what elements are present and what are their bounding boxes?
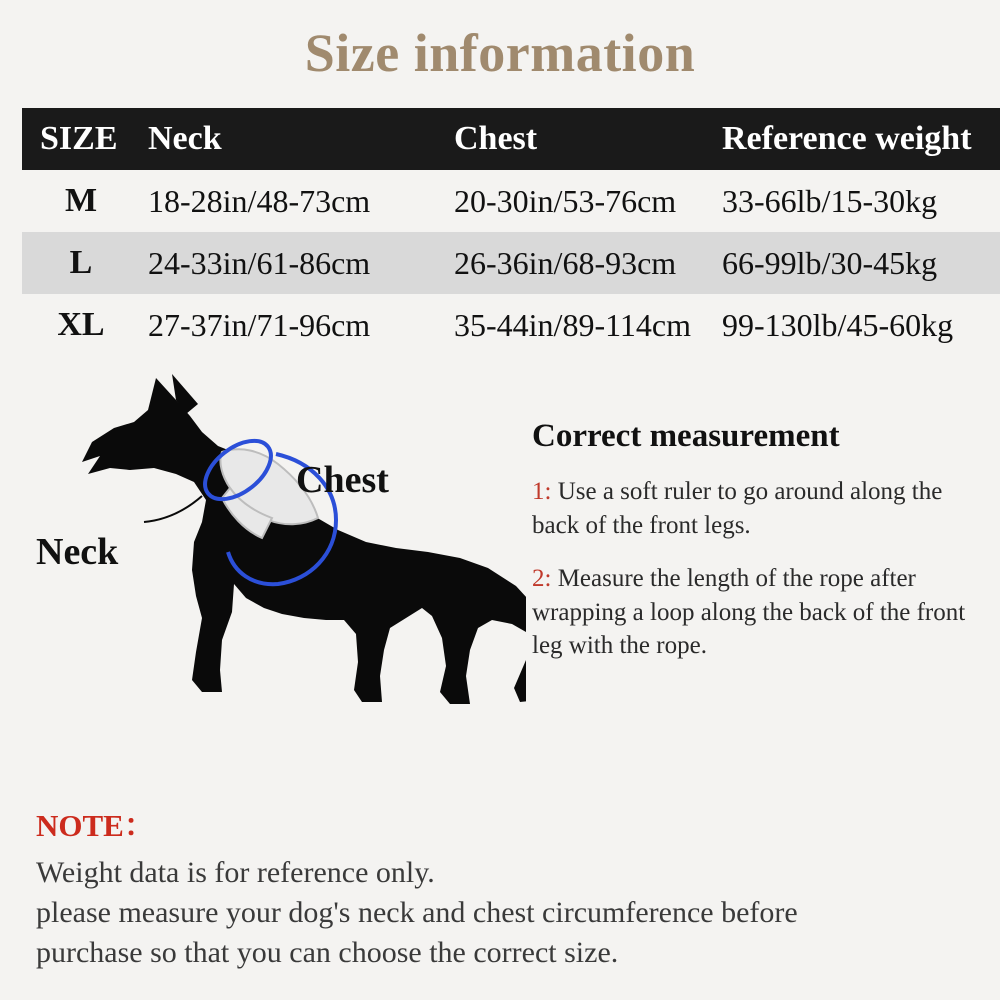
measurement-step: [532, 562, 978, 663]
header-weight: Reference weight: [722, 120, 972, 157]
measurement-step: [532, 475, 978, 542]
correct-measurement-section: [532, 418, 978, 683]
cell-neck: 18-28in/48-73cm: [148, 182, 371, 219]
table-body: [22, 170, 1000, 356]
cell-chest: 35-44in/89-114cm: [454, 306, 691, 343]
step-number: 1:: [532, 478, 552, 505]
note-line: please measure your dog's neck and chest circumference before: [36, 895, 798, 929]
step-text: Measure the length of the rope after wrapping a loop along the back of the front leg with the rope.: [532, 565, 966, 659]
header-neck: Neck: [148, 120, 222, 157]
table-row: [22, 232, 1000, 294]
cell-weight: 33-66lb/15-30kg: [722, 182, 938, 219]
note-section: [36, 800, 976, 973]
cell-weight: 99-130lb/45-60kg: [722, 306, 954, 343]
cell-size: M: [64, 182, 98, 219]
chest-label: Chest: [296, 459, 389, 501]
note-title: NOTE：: [36, 808, 155, 843]
table-header-row: [22, 108, 1000, 170]
size-table: [22, 108, 1000, 356]
note-line: purchase so that you can choose the correct size.: [36, 935, 619, 969]
cell-size: L: [69, 244, 93, 281]
cell-size: XL: [57, 306, 105, 343]
step-text: Use a soft ruler to go around along the back of the front legs.: [532, 478, 943, 539]
header-size: SIZE: [40, 120, 118, 157]
dog-silhouette-icon: [26, 370, 526, 790]
table-row: [22, 170, 1000, 232]
page-title: Size information: [304, 23, 696, 83]
cell-weight: 66-99lb/30-45kg: [722, 244, 938, 281]
cell-neck: 27-37in/71-96cm: [148, 306, 371, 343]
measurement-heading: Correct measurement: [532, 418, 840, 454]
neck-label: Neck: [36, 531, 119, 573]
note-line: Weight data is for reference only.: [36, 856, 435, 889]
table-row: [22, 294, 1000, 356]
header-chest: Chest: [454, 120, 538, 157]
step-number: 2:: [532, 565, 552, 592]
cell-neck: 24-33in/61-86cm: [148, 244, 371, 281]
cell-chest: 20-30in/53-76cm: [454, 182, 677, 219]
dog-measurement-illustration: [26, 370, 526, 790]
cell-chest: 26-36in/68-93cm: [454, 244, 677, 281]
table-header: [22, 108, 1000, 170]
